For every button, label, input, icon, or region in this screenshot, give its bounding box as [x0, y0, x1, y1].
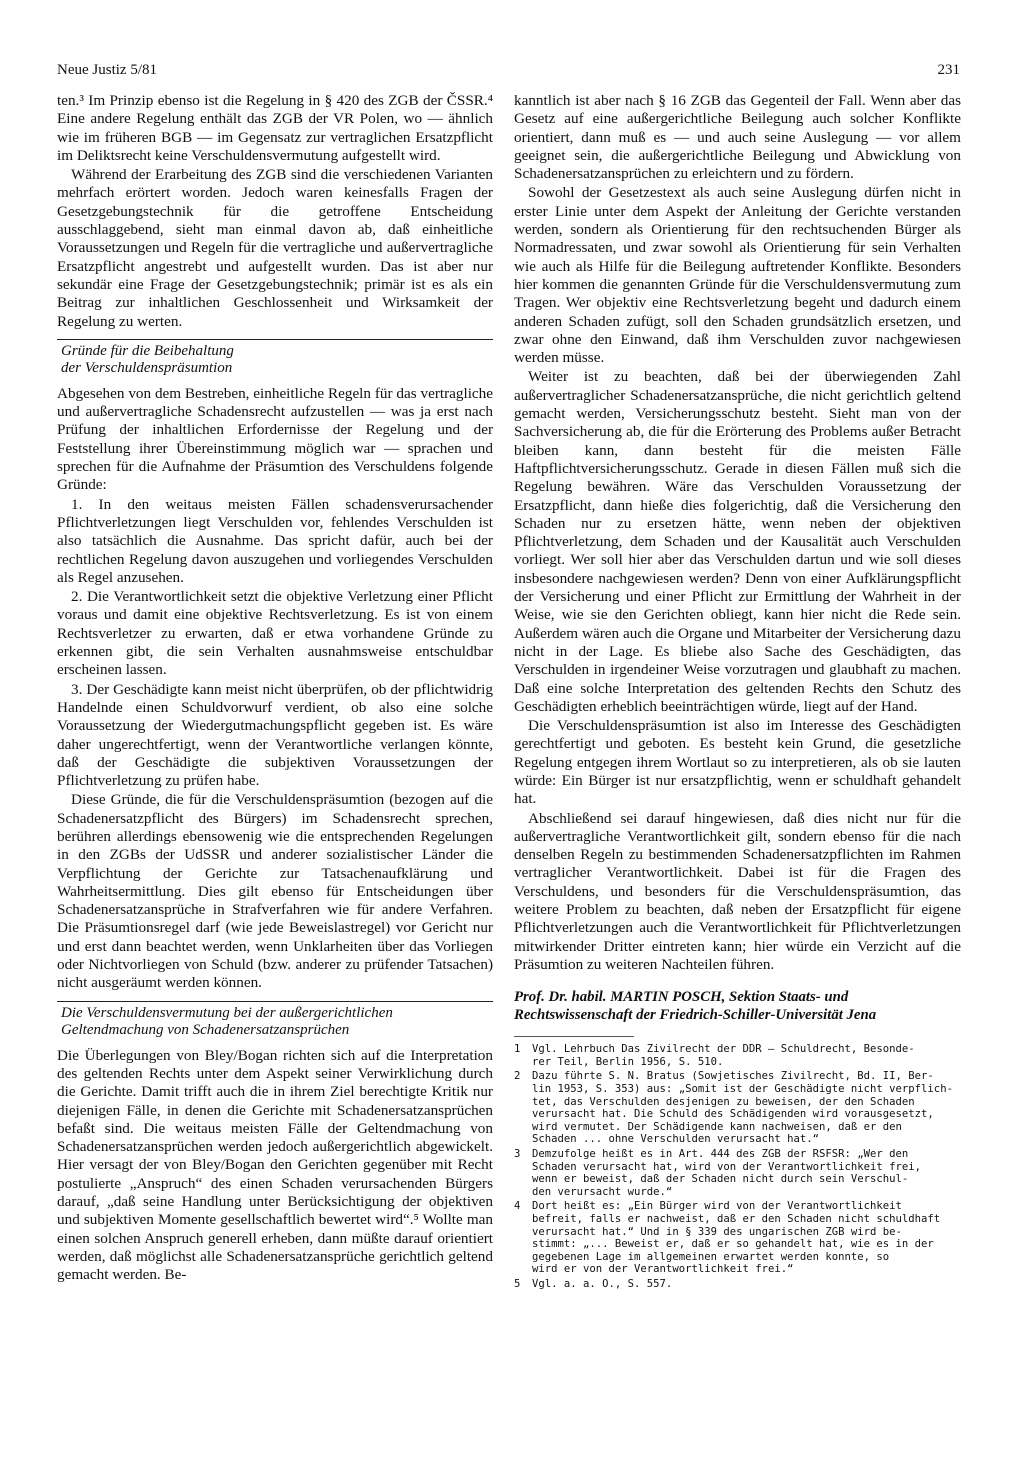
footnote — [514, 1200, 961, 1276]
paragraph: Diese Gründe, die für die Verschuldenspräsumtion (bezogen auf die Schadenersatzpflicht des Bürgers) im Schadensrecht sprechen, berühren allerdings ebensowenig wie die entsprechenden Regelungen in den ZGBs der UdSSR und anderer sozialistischer Länder die Verpflichtung der Gerichte zur Tatsachenaufklärung und Wahrheitsermittlung. Dies gilt ebenso für Entscheidungen über Schadenersatzansprüche in Strafverfahren wie für andere Verfahren. Die Präsumtionsregel darf (wie jede Beweislastregel) vor Gericht nur und erst dann beachtet werden, wenn Unklarheiten über das Vorliegen oder Nichtvorliegen von Schuld (bzw. anderer zu prüfender Tatsachen) nicht ausgeräumt werden können. — [57, 791, 493, 992]
numbered-paragraph: 1. In den weitaus meisten Fällen schadensverursachender Pflichtverletzungen liegt Verschulden vor, fehlendes Verschulden ist also tatsächlich die Ausnahme. Das spricht dafür, auch bei der rechtlichen Regelung davon auszugehen und vorliegendes Verschulden als Regel anzusehen. — [57, 495, 493, 586]
footnote-line: befreit, falls er nachweist, daß er den Schaden nicht schuldhaft — [532, 1212, 941, 1225]
footnote-text — [532, 1070, 961, 1146]
footnote-text — [532, 1278, 961, 1291]
section-heading-line: der Verschuldenspräsumtion — [61, 359, 233, 376]
footnote-line: wenn er beweist, daß der Schaden nicht durch sein Verschul- — [532, 1173, 909, 1186]
section-divider — [57, 1001, 493, 1002]
footnote-line: Dazu führte S. N. Bratus (Sowjetisches Zivilrecht, Bd. II, Ber- — [532, 1070, 934, 1083]
footnote-text — [532, 1148, 961, 1198]
section-divider — [57, 339, 493, 340]
footnote-line: rer Teil, Berlin 1956, S. 510. — [532, 1055, 724, 1068]
right-column — [514, 92, 961, 1293]
footnote-line: den verursacht wurde.“ — [532, 1185, 673, 1198]
footnote-line: tet, das Verschulden desjenigen zu beweisen, der den Schaden — [532, 1095, 915, 1108]
footnote-line: Demzufolge heißt es in Art. 444 des ZGB der RSFSR: „Wer den — [532, 1148, 909, 1160]
footnote — [514, 1070, 961, 1146]
footnote-line: gegebenen Lage im allgemeinen erwartet werden konnte, so — [532, 1250, 890, 1263]
footnote-line: verursacht hat.“ Und in § 339 des ungarischen ZGB wird be- — [532, 1225, 902, 1238]
footnote-number: 1 — [514, 1043, 521, 1056]
paragraph: Während der Erarbeitung des ZGB sind die verschiedenen Varianten mehrfach erörtert worden. Jedoch waren keinesfalls Fragen der Gesetzgebungstechnik für die getroffene Entscheidung ausschlaggebend, sieht man einmal davon ab, daß einheitliche Voraussetzungen und Regeln für die vertragliche und außervertragliche Ersatzpflicht angestrebt und aufgestellt wurden. Das ist aber nur sekundär eine Frage der Gesetzgebungstechnik; primär ist es als ein Beitrag zur inhaltlichen Geschlossenheit und Wirksamkeit der Regelung zu werten. — [57, 166, 493, 330]
footnotes — [514, 1043, 961, 1290]
footnote-line: verursacht hat. Die Schuld des Schädigenden wird vorausgesetzt, — [532, 1108, 934, 1121]
paragraph: Abschließend sei darauf hingewiesen, daß dies nicht nur für die außervertragliche Verantwortlichkeit gilt, sondern ebenso für die nach denselben Regeln zu bestimmenden Schadenersatzpflichten im Rahmen vertraglicher Verantwortlichkeit. Dabei ist für die Fragen des Verschuldens, und besonders für die Verschuldenspräsumtion, das weitere Problem zu beachten, daß neben der Ersatzpflicht für eigene Pflichtverletzungen auch die Verantwortlichkeit für Pflichtverletzungen mitwirkender Dritter eintreten kann; hier würde ein Verzicht auf die Präsumtion zu weiteren Nachteilen führen. — [514, 809, 961, 973]
footnote-line: Dort heißt es: „Ein Bürger wird von der Verantwortlichkeit — [532, 1200, 902, 1213]
author-line: Prof. Dr. habil. MARTIN POSCH, Sektion Staats- und — [514, 989, 849, 1006]
author-line: Rechtswissenschaft der Friedrich-Schiller-Universität Jena — [514, 1007, 877, 1024]
footnote-text — [532, 1200, 961, 1276]
section-heading-line: Geltendmachung von Schadenersatzansprüchen — [61, 1021, 350, 1038]
footnote-line: lin 1953, S. 353) aus: „Somit ist der Geschädigte nicht verpflich- — [532, 1083, 953, 1096]
left-column — [57, 92, 493, 1286]
footnote-number: 3 — [514, 1148, 521, 1160]
paragraph: kanntlich ist aber nach § 16 ZGB das Gegenteil der Fall. Wenn aber das Gesetz auf eine außergerichtliche Beilegung auch solcher Konflikte orientiert, dann muß es — und auch seine Auslegung — vor allem geeignet sein, die außergerichtliche Beilegung und Abwicklung von Schadenersatzansprüchen zu erleichtern und zu fördern. — [514, 92, 961, 183]
paragraph: ten.³ Im Prinzip ebenso ist die Regelung in § 420 des ZGB der ČSSR.⁴ Eine andere Regelung enthält das ZGB der VR Polen, wo — ähnlich wie im früheren BGB — im Gegensatz zur vertraglichen Ersatzpflicht im Deliktsrecht keine Verschuldensvermutung aufgestellt wird. — [57, 92, 493, 164]
footnote-line: Vgl. Lehrbuch Das Zivilrecht der DDR – Schuldrecht, Besonde- — [532, 1043, 915, 1056]
footnote-line: stimmt: „... Beweist er, daß er so gehandelt hat, wie es in der — [532, 1238, 934, 1251]
paragraph: Abgesehen von dem Bestreben, einheitliche Regeln für das vertragliche und außervertragliche Schadensrecht aufzustellen — was ja erst nach Prüfung der inhaltlichen Erfordernisse der Regelung und der Feststellung ihrer Übereinstimmung möglich war — sprachen und sprechen für die Aufnahme der Präsumtion des Verschuldens folgende Gründe: — [57, 384, 493, 494]
numbered-paragraph: 2. Die Verantwortlichkeit setzt die objektive Verletzung einer Pflicht voraus und damit eine objektive Rechtsverletzung. Es ist von einem Rechtsverletzer zu erwarten, daß er etwa vorhandene Gründe zu erkennen gibt, die sein Verhalten ausnahmsweise entschuldbar erscheinen lassen. — [57, 588, 493, 679]
paragraph: Die Verschuldenspräsumtion ist also im Interesse des Geschädigten gerechtfertigt und geboten. Es besteht kein Grund, die gesetzliche Regelung entgegen ihrem Wortlaut so zu interpretieren, als ob sie lauten würde: Ein Bürger ist nur ersatzpflichtig, wenn er schuldhaft gehandelt hat. — [514, 717, 961, 808]
journal-header: Neue Justiz 5/81 — [57, 62, 157, 78]
paragraph: Die Überlegungen von Bley/Bogan richten sich auf die Interpretation des geltenden Rechts unter dem Aspekt seiner Verwirklichung durch die Gerichte. Damit trifft auch die in ihrem Ziel berechtigte Kritik nur diejenigen Fälle, in denen die Gerichte mit Schadenersatzansprüchen befaßt sind. Die weitaus meisten Fälle der Geltendmachung von Schadenersatzansprüchen werden jedoch außergerichtlich abgewickelt. Hier versagt der von Bley/Bogan den Gerichten gegenüber mit Recht postulierte „Anspruch“ des einen Schaden verursachenden Bürgers darauf, „daß seine Handlung unter Berücksichtigung der objektiven und subjektiven Momente gesellschaftlich bewertet wird“.⁵ Wollte man einen solchen Anspruch generell erheben, dann müßte darauf orientiert werden, daß möglichst alle Schadenersatzansprüche gerichtlich geltend gemacht werden. Be- — [57, 1046, 493, 1284]
footnote-divider — [514, 1036, 634, 1037]
footnote-number: 5 — [514, 1277, 521, 1290]
footnote-number: 2 — [514, 1070, 521, 1083]
footnote-line: wird er von der Verantwortlichkeit frei.“ — [532, 1263, 794, 1276]
paragraph: Weiter ist zu beachten, daß bei der überwiegenden Zahl außervertraglicher Schadenersatzansprüche, die nicht gerichtlich geltend gemacht werden, Versicherungsschutz besteht. Sieht man von der Sachversicherung ab, die für die Erörterung des Problems außer Betracht bleiben kann, dann besteht für die meisten Fälle Haftpflichtversicherungsschutz. Gerade in diesen Fällen muß sich die Regelung bewähren. Wäre das Verschulden Voraussetzung der Ersatzpflicht, dann hieße dies folgerichtig, daß die Versicherung den Schaden nur zu ersetzen hätte, wenn neben der objektiven Pflichtverletzung, dem Schaden und der Kausalität auch Verschulden vorliegt. Wer soll hier aber das Verschulden dartun und wie soll dieses insbesondere nachgewiesen werden? Denn von einer Aufklärungspflicht der Versicherung und einer Pflicht zur Ermittlung der Wahrheit in der Weise, wie sie den Gerichten obliegt, kann hier nicht die Rede sein. Außerdem wären auch die Organe und Mitarbeiter der Versicherung dazu nicht in der Lage. Es bliebe also Sache des Geschädigten, das Verschulden in irgendeiner Weise vorzutragen und glaubhaft zu machen. Daß eine solche Interpretation des geltenden Rechts den Schutz des Geschädigten erheblich beeinträchtigen würde, liegt auf der Hand. — [514, 368, 961, 715]
footnote-line: Vgl. a. a. O., S. 557. — [532, 1277, 673, 1290]
footnote — [514, 1043, 961, 1068]
footnote-line: Schaden ... ohne Verschulden verursacht hat.“ — [532, 1133, 820, 1146]
footnote-line: Schaden verursacht hat, wird von der Verantwortlichkeit frei, — [532, 1160, 922, 1173]
page-number: 231 — [937, 62, 960, 78]
section-heading-line: Die Verschuldensvermutung bei der außergerichtlichen — [61, 1004, 393, 1021]
footnote-number: 4 — [514, 1200, 521, 1213]
section-heading — [61, 343, 493, 377]
footnote-text — [532, 1043, 961, 1068]
footnote — [514, 1278, 961, 1291]
footnote-line: wird vermutet. Der Schädigende kann nachweisen, daß er den — [532, 1120, 902, 1133]
section-heading — [61, 1005, 493, 1039]
footnote — [514, 1148, 961, 1198]
author-signature — [514, 988, 961, 1024]
paragraph: Sowohl der Gesetzestext als auch seine Auslegung dürfen nicht in erster Linie unter dem Aspekt der Anleitung der Gerichte verstanden werden, sondern als Orientierung für den rechtsuchenden Bürger als Normadressaten, und zwar sowohl als Orientierung für sein Verhalten wie auch als Hilfe für die Beilegung auftretender Konflikte. Besonders hier kommen die genannten Gründe für die Verschuldensvermutung zum Tragen. Wer objektiv eine Rechtsverletzung begeht und dadurch einem anderen Schaden zufügt, soll den Schaden grundsätzlich ersetzen, und zwar ohne den Einwand, daß ihm Verschulden zuvor nachgewiesen werden müsse. — [514, 184, 961, 367]
numbered-paragraph: 3. Der Geschädigte kann meist nicht überprüfen, ob der pflichtwidrig Handelnde einen Schuldvorwurf verdient, ob also eine solche Voraussetzung der Wiedergutmachungspflicht gegeben ist. Es wäre daher ungerechtfertigt, wenn der Verantwortliche verlangen könnte, daß der Geschädigte die subjektiven Voraussetzungen der Pflichtverletzung zu prüfen habe. — [57, 680, 493, 790]
section-heading-line: Gründe für die Beibehaltung — [61, 342, 234, 359]
